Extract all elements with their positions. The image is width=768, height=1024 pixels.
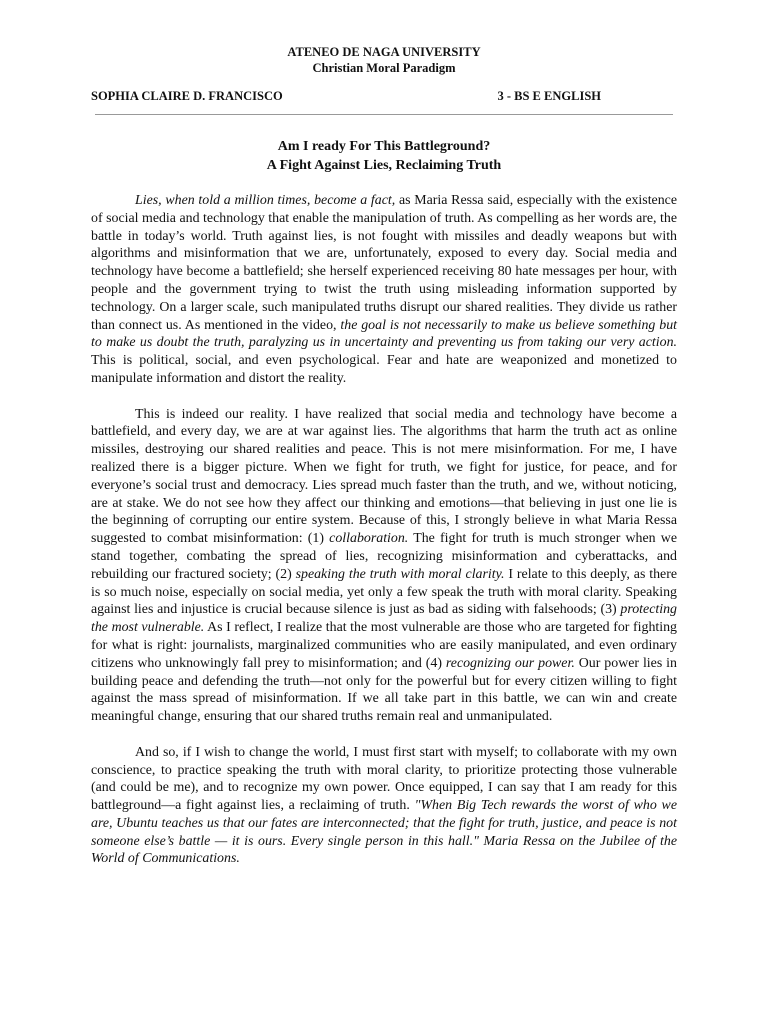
essay-body: [91, 192, 677, 868]
paragraph-text: Our power lies in building peace and defending the truth—not only for the powerful but for every citizen willing to fight against the mass spread of misinformation. If we all take part in this battle, we can win and create meaningful change, ensuring that our shared truths remain real and unmanipulated.: [91, 655, 677, 725]
point-recognizing-power: recognizing our power.: [445, 655, 575, 671]
author-row: [91, 88, 677, 104]
title-line-1: Am I ready For This Battleground?: [277, 139, 491, 154]
paragraph-text: I relate to this deeply, as there is so much noise, especially on social media, yet only a few speak the truth with moral clarity. Speaking against lies and injustice is crucial because silence is just as bad as siding with falsehoods; (3): [91, 566, 678, 618]
paragraph-2: [91, 406, 677, 726]
quote-opening: Lies, when told a million times, become a fact,: [135, 193, 396, 208]
essay-title: [91, 137, 677, 175]
paragraph-text: And so, if I wish to change the world, I must first start with myself; to collaborate with my own conscience, to practice speaking the truth with moral clarity, to prioritize protecting those vulnerable (and could be me), and to recognize my own power. Once equipped, I can say that I am ready for this battleground—a fight against lies, a reclaiming of truth.: [91, 744, 677, 814]
paragraph-text: As I reflect, I realize that the most vulnerable are those who are targeted for fighting for what is right: journalists, marginalized communities who are easily manipulated, and even ordinary citizens who unknowingly fall prey to misinformation; and (4): [91, 620, 678, 671]
paragraph-text: The fight for truth is much stronger when we stand together, combating the spread of lies, recognizing misinformation and cyberattacks, and rebuilding our fractured society; (2): [91, 531, 677, 582]
paragraph-3: [91, 744, 677, 869]
author-section: 3 - BS E ENGLISH: [497, 89, 601, 103]
point-collaboration: collaboration.: [329, 531, 409, 547]
title-line-2: A Fight Against Lies, Reclaiming Truth: [266, 158, 502, 173]
paragraph-text: This is political, social, and even psychological. Fear and hate are weaponized and monetized to manipulate information and distort the reality.: [91, 353, 677, 386]
header-divider: [95, 114, 673, 115]
paragraph-text: as Maria Ressa said, especially with the existence of social media and technology that enable the manipulation of truth. As compelling as her words are, the battle in today’s world. Truth against lies, is not fought with missiles and deadly weapons but with algorithms and misinformation that we are, unfortunately, exposed to every day. Social media and technology have become a battlefield; she herself experienced receiving 80 hate messages per hour, with people and the government trying to twist the truth using misleading information supported by technology. On a larger scale, such manipulated truths disrupt our shared realities. They divide us rather than connect us. As mentioned in the video,: [91, 193, 678, 333]
paragraph-text: This is indeed our reality. I have realized that social media and technology have become a battlefield, and every day, we are at war against lies. The algorithms that harm the truth act as online missiles, destroying our shared realities and peace. This is not mere misinformation. For me, I have realized there is a bigger picture. When we fight for truth, we fight for justice, for peace, and for everyone’s social trust and democracy. Lies spread much faster than the truth, and we, without noticing, are at stake. We do not see how they affect our thinking and emotions—that believing in just one lie is the beginning of corrupting our entire system. Because of this, I strongly believe in what Maria Ressa suggested to combat misinformation: (1): [91, 406, 677, 547]
course-name: Christian Moral Paradigm: [312, 61, 456, 75]
point-protecting-vulnerable: protecting the most vulnerable.: [91, 602, 677, 636]
university-name: ATENEO DE NAGA UNIVERSITY: [287, 45, 481, 59]
video-quote: the goal is not necessarily to make us believe something but to make us doubt the truth, paralyzing us in uncertainty and preventing us from taking our very action.: [91, 317, 677, 351]
author-name: SOPHIA CLAIRE D. FRANCISCO: [91, 89, 283, 103]
paragraph-1: [91, 192, 677, 388]
closing-quote: "When Big Tech rewards the worst of who we are, Ubuntu teaches us that our fates are interconnected; that the fight for truth, justice, and peace is not someone else’s battle — it is ours. Every single person in this hall." Maria Ressa on the Jubilee of the World of Communications.: [91, 798, 677, 867]
point-moral-clarity: speaking the truth with moral clarity.: [295, 566, 505, 582]
